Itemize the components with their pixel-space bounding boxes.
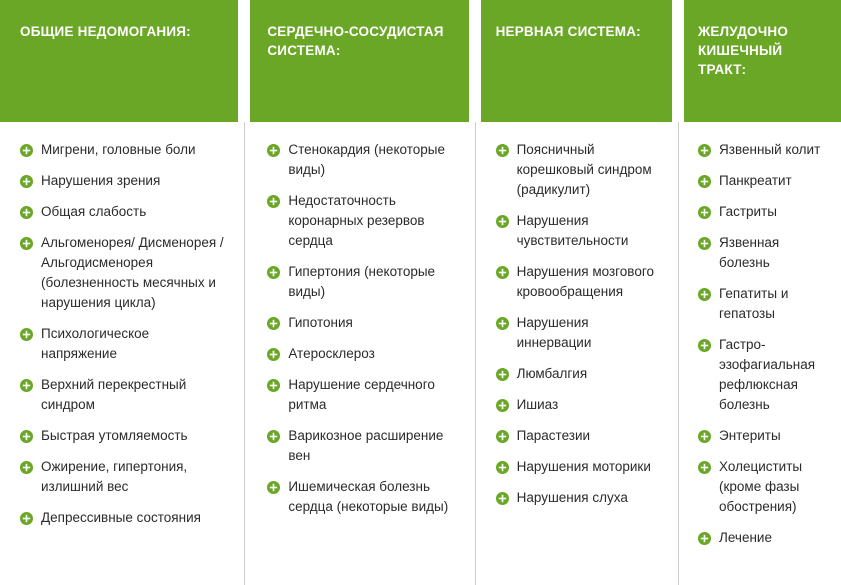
list-item bbox=[267, 477, 456, 517]
list-item-label: Ишиаз bbox=[516, 397, 559, 412]
column-general-ailments bbox=[0, 0, 238, 585]
plus-circle-icon bbox=[496, 461, 509, 474]
list-item bbox=[267, 426, 456, 466]
list-item bbox=[698, 140, 833, 160]
plus-circle-icon bbox=[267, 195, 280, 208]
list-item-label: Стенокардия (некоторые виды) bbox=[288, 142, 445, 177]
list-item-label: Нарушения моторики bbox=[516, 459, 651, 474]
plus-circle-icon bbox=[20, 175, 33, 188]
column-header-gastrointestinal: ЖЕЛУДОЧНО КИШЕЧНЫЙ ТРАКТ: bbox=[684, 0, 841, 122]
plus-circle-icon bbox=[496, 317, 509, 330]
list-item-label: Быстрая утомляемость bbox=[41, 428, 188, 443]
list-item-label: Язвенный колит bbox=[719, 142, 821, 157]
plus-circle-icon bbox=[267, 348, 280, 361]
plus-circle-icon bbox=[20, 379, 33, 392]
plus-circle-icon bbox=[698, 461, 711, 474]
list-item-label: Общая слабость bbox=[41, 204, 147, 219]
list-item bbox=[698, 284, 833, 324]
list-item bbox=[698, 426, 833, 446]
plus-circle-icon bbox=[267, 379, 280, 392]
column-body-general-ailments bbox=[0, 122, 238, 585]
list-item bbox=[267, 375, 456, 415]
plus-circle-icon bbox=[20, 237, 33, 250]
list-item bbox=[496, 211, 660, 251]
plus-circle-icon bbox=[496, 399, 509, 412]
plus-circle-icon bbox=[20, 512, 33, 525]
list-item-label: Нарушения зрения bbox=[41, 173, 161, 188]
list-item-label: Лечение bbox=[719, 530, 772, 545]
column-body-gastrointestinal bbox=[684, 122, 841, 585]
list-item-label: Варикозное расширение вен bbox=[288, 428, 444, 463]
list-item bbox=[267, 191, 456, 251]
plus-circle-icon bbox=[698, 288, 711, 301]
column-separator bbox=[678, 122, 679, 585]
list-item bbox=[698, 171, 833, 191]
list-item bbox=[496, 262, 660, 302]
column-gastrointestinal bbox=[684, 0, 841, 585]
column-body-nervous-system bbox=[481, 122, 672, 585]
plus-circle-icon bbox=[496, 492, 509, 505]
plus-circle-icon bbox=[496, 215, 509, 228]
plus-circle-icon bbox=[496, 266, 509, 279]
plus-circle-icon bbox=[267, 481, 280, 494]
plus-circle-icon bbox=[20, 144, 33, 157]
plus-circle-icon bbox=[267, 430, 280, 443]
list-item-label: Нарушения иннервации bbox=[516, 315, 592, 350]
list-item bbox=[20, 324, 224, 364]
list-item bbox=[267, 140, 456, 180]
plus-circle-icon bbox=[20, 430, 33, 443]
list-item bbox=[698, 233, 833, 273]
list-item bbox=[698, 457, 833, 517]
plus-circle-icon bbox=[20, 206, 33, 219]
list-item-label: Верхний перекрестный синдром bbox=[41, 377, 187, 412]
list-item-label: Психологическое напряжение bbox=[41, 326, 150, 361]
plus-circle-icon bbox=[20, 328, 33, 341]
plus-circle-icon bbox=[698, 237, 711, 250]
list-item bbox=[20, 426, 224, 446]
list-item-label: Поясничный корешковый синдром (радикулит) bbox=[516, 142, 652, 197]
list-item bbox=[698, 528, 833, 548]
list-item bbox=[20, 202, 224, 222]
list-item-label: Депрессивные состояния bbox=[41, 510, 201, 525]
plus-circle-icon bbox=[698, 144, 711, 157]
column-header-cardiovascular: СЕРДЕЧНО-СОСУДИСТАЯ СИСТЕМА: bbox=[250, 0, 468, 122]
list-item-label: Люмбалгия bbox=[516, 366, 588, 381]
list-item-label: Холециститы (кроме фазы обострения) bbox=[719, 459, 803, 514]
list-item-label: Нарушения слуха bbox=[516, 490, 628, 505]
list-item-label: Альгоменорея/ Дисменорея /Альгодисменорея (болезненность месячных и нарушения цикла) bbox=[41, 235, 224, 310]
list-item-label: Ожирение, гипертония, излишний вес bbox=[41, 459, 188, 494]
list-item bbox=[496, 364, 660, 384]
list-item bbox=[496, 457, 660, 477]
column-separator bbox=[244, 122, 245, 585]
list-item bbox=[267, 262, 456, 302]
plus-circle-icon bbox=[496, 368, 509, 381]
list-item-label: Гипотония bbox=[288, 315, 353, 330]
plus-circle-icon bbox=[267, 266, 280, 279]
plus-circle-icon bbox=[496, 430, 509, 443]
list-item-label: Нарушение сердечного ритма bbox=[288, 377, 435, 412]
list-item bbox=[698, 335, 833, 415]
plus-circle-icon bbox=[267, 317, 280, 330]
list-item bbox=[267, 344, 456, 364]
plus-circle-icon bbox=[698, 532, 711, 545]
list-item-label: Ишемическая болезнь сердца (некоторые виды) bbox=[288, 479, 449, 514]
list-item-label: Мигрени, головные боли bbox=[41, 142, 196, 157]
list-item bbox=[267, 313, 456, 333]
list-item bbox=[20, 171, 224, 191]
column-body-cardiovascular bbox=[250, 122, 468, 585]
list-item bbox=[698, 202, 833, 222]
list-item-label: Нарушения мозгового кровообращения bbox=[516, 264, 654, 299]
plus-circle-icon bbox=[698, 175, 711, 188]
list-item bbox=[496, 313, 660, 353]
list-item bbox=[496, 395, 660, 415]
list-item bbox=[496, 488, 660, 508]
plus-circle-icon bbox=[496, 144, 509, 157]
list-item-label: Гипертония (некоторые виды) bbox=[288, 264, 436, 299]
list-item-label: Гастриты bbox=[719, 204, 777, 219]
list-item-label: Недостаточность коронарных резервов сердца bbox=[288, 193, 425, 248]
column-header-nervous-system: НЕРВНАЯ СИСТЕМА: bbox=[481, 0, 672, 122]
list-item bbox=[496, 140, 660, 200]
column-cardiovascular bbox=[250, 0, 468, 585]
list-item-label: Гепатиты и гепатозы bbox=[719, 286, 789, 321]
list-item-label: Гастро-эзофагиальная рефлюксная болезнь bbox=[719, 337, 816, 412]
list-item bbox=[20, 457, 224, 497]
list-item bbox=[20, 140, 224, 160]
list-item-label: Атеросклероз bbox=[288, 346, 375, 361]
list-item bbox=[496, 426, 660, 446]
plus-circle-icon bbox=[20, 461, 33, 474]
list-item bbox=[20, 233, 224, 313]
column-header-general-ailments: ОБЩИЕ НЕДОМОГАНИЯ: bbox=[0, 0, 238, 122]
plus-circle-icon bbox=[267, 144, 280, 157]
plus-circle-icon bbox=[698, 206, 711, 219]
list-item-label: Нарушения чувствительности bbox=[516, 213, 629, 248]
list-item-label: Панкреатит bbox=[719, 173, 792, 188]
plus-circle-icon bbox=[698, 339, 711, 352]
plus-circle-icon bbox=[698, 430, 711, 443]
list-item bbox=[20, 375, 224, 415]
list-item-label: Парастезии bbox=[516, 428, 591, 443]
column-separator bbox=[475, 122, 476, 585]
list-item-label: Энтериты bbox=[719, 428, 781, 443]
list-item-label: Язвенная болезнь bbox=[719, 235, 780, 270]
list-item bbox=[20, 508, 224, 528]
column-nervous-system bbox=[481, 0, 672, 585]
